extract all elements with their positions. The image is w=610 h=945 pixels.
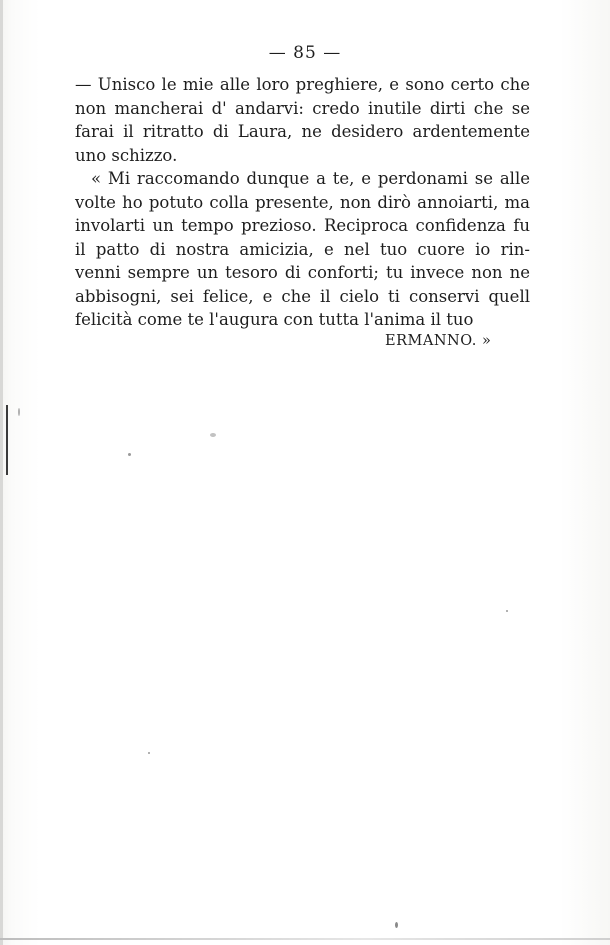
text-line: farai il ritratto di Laura, ne desidero ardentemente <box>75 122 530 141</box>
text-line: non mancherai d' andarvi: credo inutile dirti che se <box>75 98 530 118</box>
paper-speck <box>18 408 20 416</box>
text-line: uno schizzo. <box>75 145 178 165</box>
paper-speck <box>128 453 131 456</box>
paper-speck <box>506 610 508 612</box>
paper-speck <box>395 922 398 928</box>
text-line: involarti un tempo prezioso. Reciproca confidenza fu <box>75 216 530 235</box>
binding-edge <box>0 0 3 945</box>
signature: ERMANNO. » <box>385 333 492 349</box>
paper-speck <box>148 752 150 754</box>
page-bottom-edge <box>0 938 610 940</box>
text-line: abbisogni, sei felice, e che il cielo ti conservi quell <box>75 286 530 306</box>
binding-mark <box>6 405 8 475</box>
text-line: felicità come te l'augura con tutta l'anima il tuo <box>75 310 474 329</box>
text-line: venni sempre un tesoro di conforti; tu invece non ne <box>75 263 530 282</box>
text-line: — Unisco le mie alle loro preghiere, e sono certo che <box>75 75 530 94</box>
page-number: — 85 — <box>268 43 342 63</box>
text-line: « Mi raccomando dunque a te, e perdonami se alle <box>91 169 530 188</box>
text-line: volte ho potuto colla presente, non dirò annoiarti, ma <box>75 192 530 212</box>
paper-speck <box>210 433 216 437</box>
text-line: il patto di nostra amicizia, e nel tuo cuore io rin- <box>75 239 530 259</box>
body-text <box>75 73 530 332</box>
